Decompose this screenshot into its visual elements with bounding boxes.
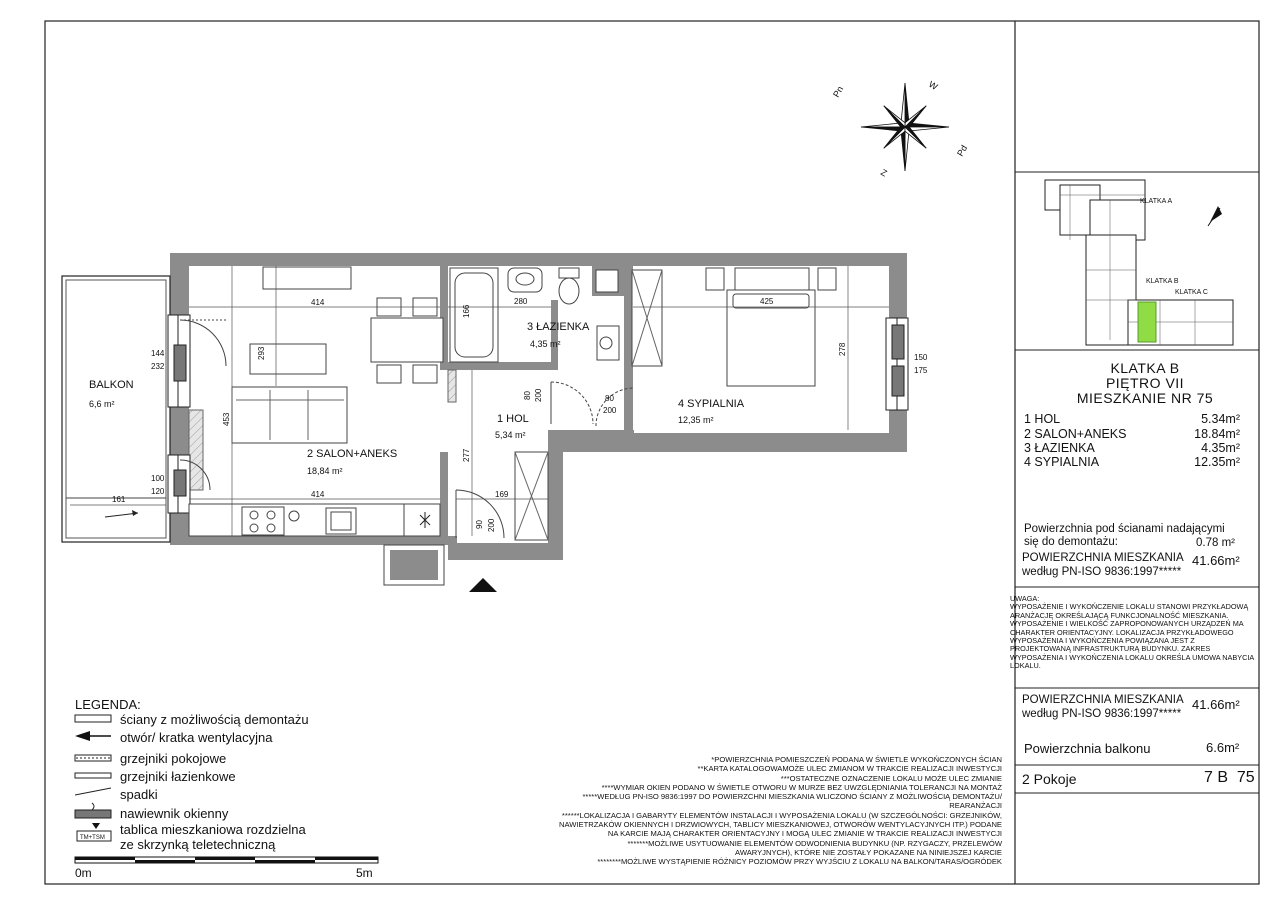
legend-tm-arrow-icon — [92, 823, 100, 829]
dim-bed-w: 425 — [760, 297, 774, 306]
footnote: ****WYMIAR OKIEN PODANO W ŚWIETLE OTWORU W MURZE BEZ UWZGLĘDNIANIA TOLERANCJI NA MONTAŻ — [601, 782, 1002, 792]
dim-door-ent-a: 90 — [475, 520, 484, 529]
keyplan-label-a: KLATKA A — [1140, 198, 1173, 205]
keyplan-north-line — [1208, 208, 1220, 226]
area2-label-2: według PN-ISO 9836:1997***** — [1022, 708, 1182, 720]
door-hol-swing — [551, 382, 593, 424]
entrance-arrow-icon — [469, 578, 497, 592]
notes-block — [1010, 595, 1256, 671]
room-row-area: 18.84m² — [1194, 427, 1240, 441]
compass-label-e: W — [927, 79, 940, 92]
footnote: **KARTA KATALOGOWAMOŻE ULEC ZMIANOM W TRAKCIE REALIZACJI INWESTYCJI — [697, 764, 1002, 774]
dim-table-h: 293 — [257, 346, 266, 360]
key-plan — [1045, 180, 1233, 345]
scale-start: 0m — [75, 866, 92, 880]
legend-trickle-vent-icon — [75, 810, 111, 818]
room-row-name: 1 HOL — [1024, 412, 1061, 426]
wall-kitchen-right — [440, 452, 448, 536]
room-row-name: 4 SYPIALNIA — [1024, 455, 1100, 469]
legend-item: spadki — [120, 787, 158, 802]
room-row-area: 12.35m² — [1194, 455, 1240, 469]
footnote: *POWIERZCHNIA POMIESZCZEŃ PODANA W ŚWIETLE WYKOŃCZONYCH ŚCIAN — [711, 755, 1002, 764]
dim-bath-w: 280 — [514, 297, 528, 306]
panel-title-1: KLATKA B — [1110, 360, 1180, 376]
under-walls-value: 0.78 m² — [1196, 537, 1235, 549]
dim-win2-a: 100 — [151, 474, 165, 483]
area-label-2: według PN-ISO 9836:1997***** — [1022, 566, 1182, 578]
compass-label-w: Z — [879, 167, 889, 179]
hob — [242, 507, 284, 535]
room-list-row — [1024, 441, 1240, 456]
room-row-area: 4.35m² — [1201, 441, 1240, 455]
dim-salon-h: 453 — [222, 412, 231, 426]
legend-item: ściany z możliwością demontażu — [120, 712, 309, 727]
wall-bath-bottom — [440, 362, 558, 370]
dim-bath-h: 166 — [462, 304, 471, 318]
dim-hol-w: 169 — [495, 490, 509, 499]
bathtub — [450, 268, 498, 362]
unit-code: 7 B 75 — [1204, 769, 1255, 786]
window-bedroom — [886, 318, 908, 410]
scale-bar — [75, 857, 378, 863]
notes-title: UWAGA: — [1010, 594, 1040, 603]
room-name-sypialnia: 4 SYPIALNIA — [678, 398, 745, 410]
nightstand-left — [706, 268, 724, 290]
dim-salon-bottom: 414 — [311, 490, 325, 499]
chair-3 — [377, 365, 401, 383]
room-row-name: 3 ŁAZIENKA — [1024, 441, 1095, 455]
dim-salon-top: 414 — [311, 298, 325, 307]
room-area-balkon: 6,6 m² — [89, 399, 115, 409]
dim-door-bed-a: 80 — [605, 394, 614, 403]
room-area-sypialnia: 12,35 m² — [678, 415, 714, 425]
shaft-opening — [596, 270, 618, 292]
dim-win3-b: 175 — [914, 366, 928, 375]
footnote: NAWIETRZAKÓW OKIENNYCH I DRZWIOWYCH, TABLICY MIESZKANIOWEJ, OTWORÓW WENTYLACYJNYCH ITP.) PODANE — [559, 820, 1002, 830]
balcony-area-label: Powierzchnia balkonu — [1024, 741, 1151, 756]
demountable-wall-2 — [448, 370, 456, 402]
panel-title-3: MIESZKANIE NR 75 — [1076, 390, 1214, 406]
room-list-row — [1024, 427, 1240, 442]
keyplan-label-b: KLATKA B — [1146, 278, 1179, 285]
footnote: *******MOŻLIWE USYTUOWANIE ELEMENTÓW ODWODNIENIA BUDYNKU (NP. RZYGACZY, PRZELEWÓW — [627, 838, 1002, 848]
under-walls-label-1: Powierzchnia pod ścianami nadającymi — [1024, 523, 1225, 535]
legend-trickle-vent-squiggle — [92, 803, 94, 810]
compass-rose-icon — [861, 83, 949, 171]
keyplan-highlight — [1138, 302, 1156, 342]
room-name-hol: 1 HOL — [497, 413, 529, 425]
legend-wall-icon — [75, 715, 111, 722]
floor-plan — [62, 253, 908, 592]
dim-door-bed-b: 200 — [603, 406, 617, 415]
room-row-name: 2 SALON+ANEKS — [1024, 427, 1127, 441]
sofa — [232, 387, 347, 443]
room-area-hol: 5,34 m² — [495, 430, 526, 440]
area-label-1: POWIERZCHNIA MIESZKANIA — [1022, 552, 1184, 564]
pump-icon — [600, 337, 612, 349]
area2-value: 41.66m² — [1192, 697, 1240, 712]
footnote: AWARYJNYCH), KTÓRE NIE ZOSTAŁY POKAZANE NA NINIEJSZEJ KARCIE — [735, 847, 1002, 857]
dim-win3-a: 150 — [914, 353, 928, 362]
rooms-count: 2 Pokoje — [1022, 771, 1077, 787]
footnote: REARANŻACJI — [949, 801, 1002, 811]
notes-body: WYPOSAŻENIE I WYKOŃCZENIE LOKALU STANOWI PRZYKŁADOWĄ ARANŻACJĘ OKREŚLAJĄCĄ FUNKCJONALNOŚĆ MIESZKANIA. WYPOSAŻENIE I WIELKOŚĆ ZAPROPONOWANYCH URZĄDZEŃ MA CHARAKTER ORIENTACYJNY. LOKALIZACJA PRZYKŁADOWEGO WYPOSAŻENIA I WYKOŃCZENIA POWIĄZANA JEST Z PROJEKTOWANĄ INFRASTRUKTURĄ BUDYNKU. ZAKRES WYPOSAŻENIA I WYKOŃCZENIA LOKALU OKREŚLA UMOWA NABYCIA LOKALU. — [1010, 602, 1254, 671]
chair-4 — [413, 365, 437, 383]
room-area-lazienka: 4,35 m² — [530, 339, 561, 349]
area2-label-1: POWIERZCHNIA MIESZKANIA — [1022, 694, 1184, 706]
area-value: 41.66m² — [1192, 553, 1240, 568]
footnote: NA KARCIE MAJĄ CHARAKTER ORIENTACYJNY I MOGĄ ULEC ZMIANIE W TRAKCIE REALIZACJI INWESTYCJI — [607, 829, 1002, 839]
demountable-wall — [189, 410, 203, 490]
footnotes — [520, 755, 1002, 867]
fridge — [404, 504, 440, 536]
room-row-area: 5.34m² — [1201, 412, 1240, 426]
compass-label-n: Pn — [831, 84, 846, 99]
dim-door-hol-b: 200 — [534, 388, 543, 402]
room-name-lazienka: 3 ŁAZIENKA — [527, 321, 590, 333]
room-list-row — [1024, 455, 1240, 470]
legend-slope-icon — [75, 788, 111, 795]
toilet — [559, 278, 579, 304]
room-name-salon: 2 SALON+ANEKS — [307, 448, 398, 460]
dim-balk-w: 161 — [112, 495, 126, 504]
legend-tm-label: TM+TSM — [80, 835, 105, 841]
dining-table — [371, 318, 443, 362]
kitchen-counter — [189, 504, 440, 536]
window-balcony-1 — [168, 315, 226, 407]
legend-symbols — [75, 715, 111, 841]
footnote: ********MOŻLIWE WYSTĄPIENIE RÓŻNICY POZIOMÓW PRZY WYJŚCIU Z LOKALU NA BALKON/TARAS/OGRÓDEK — [597, 857, 1002, 867]
nightstand-right — [818, 268, 836, 290]
legend-item: ze skrzynką teletechniczną — [120, 837, 276, 852]
toilet-tank — [559, 268, 579, 278]
legend-item: grzejniki pokojowe — [120, 751, 227, 766]
legend-item: grzejniki łazienkowe — [120, 769, 236, 784]
room-area-salon: 18,84 m² — [307, 466, 343, 476]
dim-win1-b: 232 — [151, 362, 165, 371]
legend-vent-arrow-icon — [75, 731, 90, 741]
panel-title-2: PIĘTRO VII — [1105, 375, 1185, 391]
footnote: *****WEDŁUG PN-ISO 9836:1997 DO POWIERZCHNI MIESZKANIA WLICZONO ŚCIANY Z MOŻLIWOŚCIĄ DEMONTAŻU/ — [582, 792, 1002, 802]
dim-win2-b: 120 — [151, 487, 165, 496]
washbasin — [508, 268, 542, 292]
wall-hol-bottom — [548, 430, 634, 438]
legend-item: tablica mieszkaniowa rozdzielna — [120, 822, 306, 837]
dim-door-hol-a: 80 — [523, 391, 532, 400]
balcony-area-value: 6.6m² — [1206, 740, 1240, 755]
room-list-row — [1024, 412, 1240, 427]
dim-door-ent-b: 200 — [487, 518, 496, 532]
headboard — [735, 268, 809, 290]
legend-bath-radiator-icon — [75, 773, 111, 778]
wall-bath-right — [551, 300, 558, 370]
pillar — [390, 550, 438, 580]
footnote: ******LOKALIZACJA I GABARYTY ELEMENTÓW INSTALACJI I WYPOSAŻENIA LOKALU (W SZCZEGÓLNOŚCI: GRZEJNIKÓW, — [561, 810, 1002, 820]
legend-item: otwór/ kratka wentylacyjna — [120, 730, 273, 745]
legend-item: nawiewnik okienny — [120, 806, 229, 821]
footnote: ***OSTATECZNE OZNACZENIE LOKALU MOŻE ULEC ZMIANIE — [780, 773, 1002, 783]
compass-label-s: Pd — [955, 143, 970, 158]
legend-title: LEGENDA: — [75, 697, 141, 712]
dim-win1-a: 144 — [151, 349, 165, 358]
scale-end: 5m — [356, 866, 373, 880]
dim-hol-h: 277 — [462, 448, 471, 462]
keyplan-label-c: KLATKA C — [1175, 289, 1208, 296]
room-name-balkon: BALKON — [89, 379, 134, 391]
under-walls-label-2: się do demontażu: — [1024, 536, 1118, 548]
dim-bed-h: 278 — [838, 342, 847, 356]
